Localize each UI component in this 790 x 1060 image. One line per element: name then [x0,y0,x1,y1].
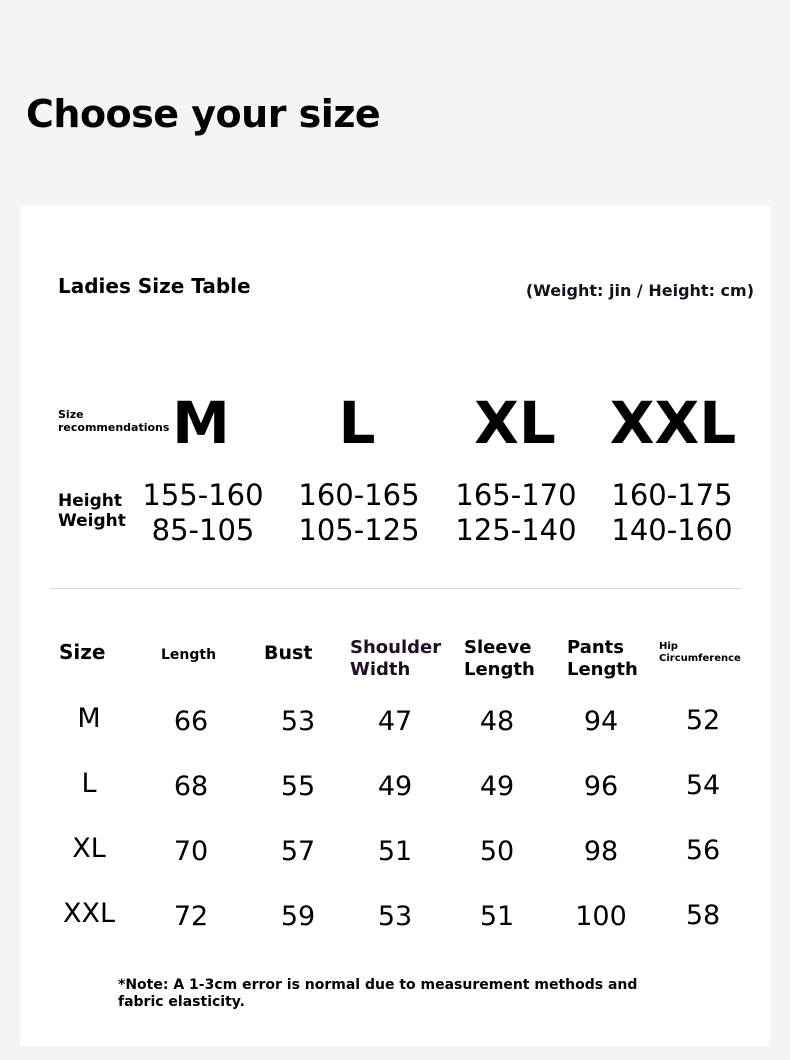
weight-range: 85-105 [151,513,255,547]
pants-cell: 100 [575,901,627,932]
label-line: Size [58,408,84,421]
header-line: Pants [567,637,624,658]
sleeve-cell: 48 [479,706,515,737]
size-m-heading: M [172,389,230,457]
bust-cell: 53 [280,706,316,737]
hip-cell: 56 [685,835,721,866]
header-size: Size [59,640,106,664]
size-cell: L [81,768,97,799]
weight-range: 140-160 [611,513,733,547]
header-sleeve-length [464,637,535,681]
header-length: Length [161,647,217,663]
sleeve-cell: 51 [479,901,515,932]
label-line: recommendations [58,421,170,434]
header-bust: Bust [264,642,313,664]
height-weight-label [58,491,126,531]
height-label: Height [58,491,122,511]
header-shoulder-width [350,637,441,681]
pants-cell: 94 [583,706,619,737]
header-hip-circumference [659,641,741,665]
header-line: Length [567,659,638,680]
length-cell: 66 [173,706,209,737]
size-xxl-heading: XXL [609,389,737,457]
length-cell: 70 [173,836,209,867]
length-cell: 68 [173,771,209,802]
sleeve-cell: 49 [479,771,515,802]
header-pants-length [567,637,638,681]
header-line: Hip [659,641,678,652]
hip-cell: 58 [685,900,721,931]
header-line: Width [350,659,411,680]
height-range: 155-160 [142,478,264,512]
header-line: Circumference [659,653,741,664]
height-range: 165-170 [455,478,577,512]
weight-range: 125-140 [455,513,577,547]
size-xxl-range [597,478,747,548]
table-title: Ladies Size Table [58,274,251,298]
shoulder-cell: 49 [377,771,413,802]
shoulder-cell: 47 [377,706,413,737]
shoulder-cell: 51 [377,836,413,867]
hip-cell: 52 [685,705,721,736]
header-line: Length [464,659,535,680]
weight-label: Weight [58,511,126,531]
bust-cell: 57 [280,836,316,867]
size-cell: XL [72,833,106,864]
size-l-range [284,478,434,548]
size-l-heading: L [338,389,376,457]
measurement-note: *Note: A 1-3cm error is normal due to measurement methods and fabric elasticity. [118,977,638,1010]
size-cell: M [77,703,101,734]
size-m-range [128,478,278,548]
header-line: Sleeve [464,637,532,658]
sleeve-cell: 50 [479,836,515,867]
height-range: 160-165 [298,478,420,512]
page-title: Choose your size [26,92,381,136]
bust-cell: 55 [280,771,316,802]
header-line: Shoulder [350,637,442,658]
height-range: 160-175 [611,478,733,512]
size-cell: XXL [62,898,116,929]
size-xl-range [441,478,591,548]
shoulder-cell: 53 [377,901,413,932]
length-cell: 72 [173,901,209,932]
size-table-card [20,206,770,1046]
pants-cell: 98 [583,836,619,867]
pants-cell: 96 [583,771,619,802]
size-xl-heading: XL [474,389,556,457]
units-note: (Weight: jin / Height: cm) [525,281,754,300]
hip-cell: 54 [685,770,721,801]
section-divider [50,588,740,589]
bust-cell: 59 [280,901,316,932]
weight-range: 105-125 [298,513,420,547]
